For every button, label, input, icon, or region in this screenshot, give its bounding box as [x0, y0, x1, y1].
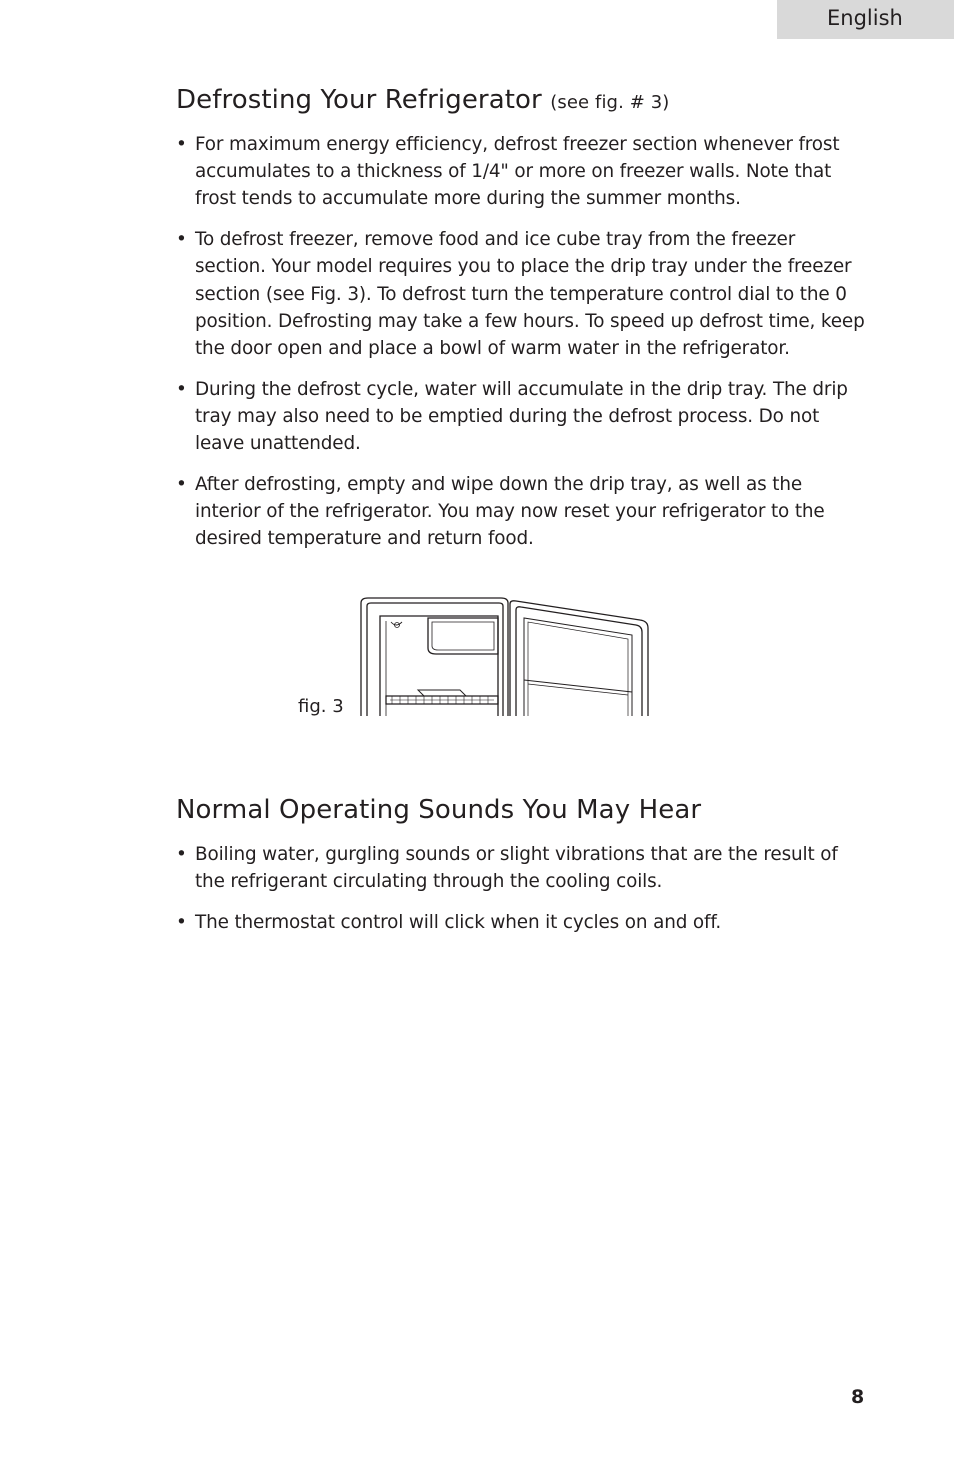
bullet-icon: • — [176, 473, 187, 495]
list-item-text: To defrost freezer, remove food and ice cube tray from the freezer section. Your model requires you to place the drip tray under the freezer section (see Fig. 3). To defrost turn the temperature control dial to the 0 position. Defrosting may take a few hours. To speed up defrost time, keep the door open and place a bowl of warm water in the refrigerator. — [195, 229, 865, 359]
figure-reference: (see fig. # 3) — [550, 92, 670, 113]
operating-sounds-list — [176, 841, 868, 950]
bullet-icon: • — [176, 911, 187, 933]
list-item — [176, 226, 868, 362]
page-number: 8 — [851, 1386, 865, 1408]
list-item-text: The thermostat control will click when it cycles on and off. — [195, 911, 722, 933]
list-item — [176, 376, 868, 458]
list-item-text: During the defrost cycle, water will accumulate in the drip tray. The drip tray may also need to be emptied during the defrost process. Do not leave unattended. — [195, 378, 848, 455]
list-item-text: For maximum energy efficiency, defrost freezer section whenever frost accumulates to a thickness of 1/4" or more on freezer walls. Note that frost tends to accumulate more during the summer months. — [195, 134, 840, 210]
bullet-icon: • — [176, 134, 187, 155]
list-item — [176, 909, 868, 936]
bullet-icon: • — [176, 229, 187, 251]
bullet-icon: • — [176, 378, 187, 400]
bullet-icon: • — [176, 844, 187, 865]
list-item — [176, 841, 868, 895]
list-item-text: Boiling water, gurgling sounds or slight vibrations that are the result of the refrigerant circulating through the cooling coils. — [195, 844, 838, 893]
refrigerator-open-door-illustration — [356, 594, 656, 718]
language-tab: English — [777, 0, 954, 39]
section-title-operating-sounds: Normal Operating Sounds You May Hear — [176, 795, 702, 825]
figure-label: fig. 3 — [298, 696, 344, 717]
list-item-text: After defrosting, empty and wipe down the drip tray, as well as the interior of the refrigerator. You may now reset your refrigerator to the desired temperature and return food. — [195, 473, 825, 550]
section-title-text: Defrosting Your Refrigerator — [176, 85, 542, 115]
list-item — [176, 471, 868, 553]
section-title-defrosting — [176, 85, 868, 115]
defrosting-instructions-list — [176, 131, 868, 566]
list-item — [176, 131, 868, 213]
